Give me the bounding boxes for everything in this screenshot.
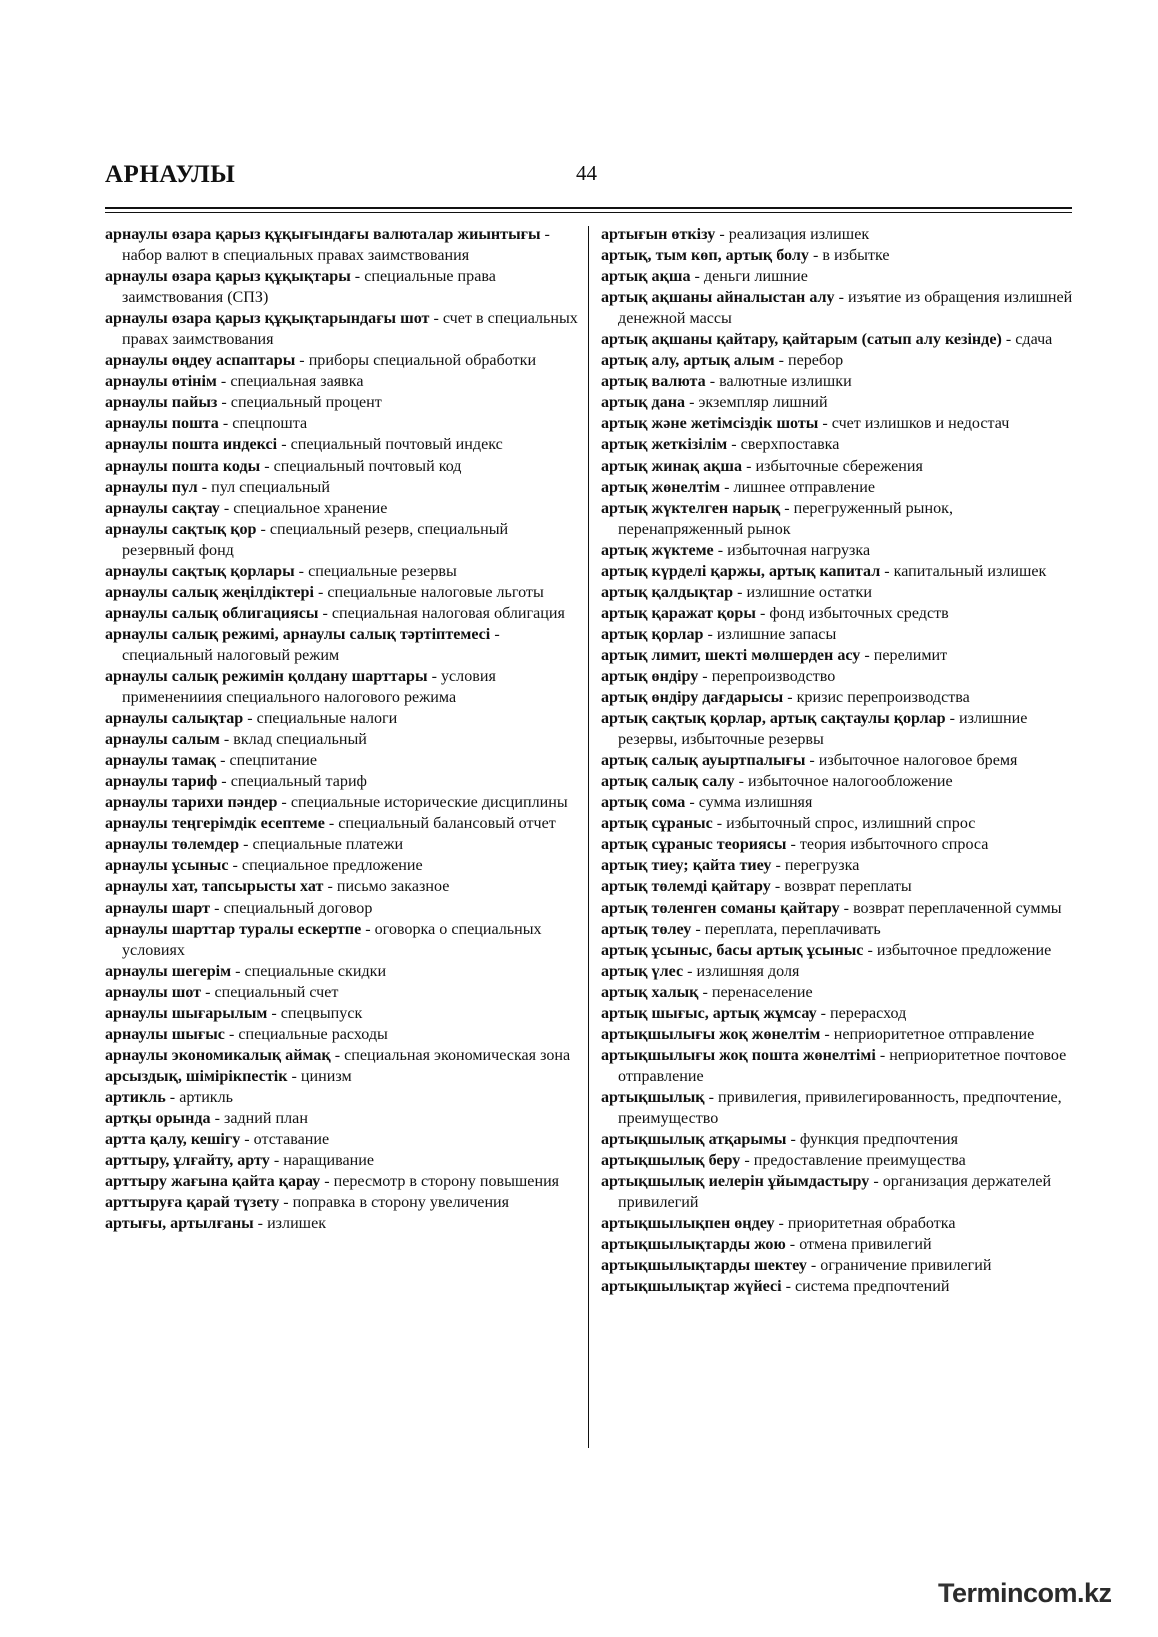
entry-term: артықшылықтар жүйесі — [601, 1278, 782, 1296]
entry-definition: отставание — [253, 1131, 330, 1149]
dictionary-entry: артық қалдықтар - излишние остатки — [601, 583, 872, 601]
dictionary-entry: артық және жетімсіздік шоты - счет излишков и недостач — [601, 415, 1010, 433]
entry-definition: организация держателей привилегий — [618, 1173, 1052, 1212]
dictionary-entry: арнаулы салық режимі, арнаулы салық тәртіптемесі - специальный налоговый режим — [105, 625, 500, 664]
dictionary-entry: арттыру жағына қайта қарау - пересмотр в сторону повышения — [105, 1173, 560, 1191]
entry-definition: цинизм — [300, 1067, 352, 1085]
entry-definition: пул специальный — [211, 478, 330, 496]
dictionary-entry: арнаулы өтінім - специальная заявка — [105, 373, 364, 391]
entry-definition: кризис перепроизводства — [796, 689, 970, 707]
entry-term: артықшылығы жоқ пошта жөнелтімі — [601, 1046, 876, 1064]
entry-term: арнаулы өзара қарыз құқықтары — [105, 268, 351, 286]
entry-term: арнаулы экономикалық аймақ — [105, 1046, 331, 1064]
entry-term: арнаулы салықтар — [105, 710, 244, 728]
dictionary-entry: артықшылығы жоқ жөнелтім - неприоритетное отправление — [601, 1025, 1035, 1043]
dictionary-entry: артық ақша - деньги лишние — [601, 268, 808, 286]
dictionary-entry: артық жүктелген нарық - перегруженный рынок, перенапряженный рынок — [601, 499, 953, 538]
entry-definition: привилегия, привилегированность, предпочтение, преимущество — [618, 1088, 1062, 1127]
entry-definition: возврат переплаты — [784, 878, 912, 896]
entry-definition: специальная заявка — [230, 373, 364, 391]
entry-term: артық, тым көп, артық болу — [601, 247, 809, 265]
dictionary-entry: арнаулы шығарылым - спецвыпуск — [105, 1004, 363, 1022]
entry-term: артық төленген соманы қайтару — [601, 899, 840, 917]
dictionary-entry: арнаулы пошта индексі - специальный почтовый индекс — [105, 436, 503, 454]
header-rule-thick — [105, 207, 1072, 209]
dictionary-entry: арнаулы хат, тапсырысты хат - письмо заказное — [105, 878, 450, 896]
dictionary-entry: арнаулы шот - специальный счет — [105, 983, 339, 1001]
entry-definition: приборы специальной обработки — [308, 352, 537, 370]
entry-term: арнаулы шот — [105, 983, 202, 1001]
entry-definition: письмо заказное — [336, 878, 450, 896]
entry-term: артық төлеу — [601, 920, 692, 938]
entry-term: артық қорлар — [601, 625, 704, 643]
entry-term: артықшылықтарды жою — [601, 1236, 786, 1254]
entry-definition: задний план — [223, 1109, 308, 1127]
entry-term: артық валюта — [601, 373, 706, 391]
dictionary-entry: арнаулы ұсыныс - специальное предложение — [105, 857, 423, 875]
entry-definition: перелимит — [873, 646, 948, 664]
dictionary-entry: арнаулы сақтық қор - специальный резерв, специальный резервный фонд — [105, 520, 509, 559]
entry-term: арнаулы өңдеу аспаптары — [105, 352, 296, 370]
dictionary-entry: арнаулы экономикалық аймақ - специальная экономическая зона — [105, 1046, 571, 1064]
entry-definition: спецвыпуск — [280, 1004, 363, 1022]
entry-term: арнаулы сақтық қорлары — [105, 562, 295, 580]
entry-term: арттыруға қарай түзету — [105, 1194, 280, 1212]
entry-definition: экземпляр лишний — [698, 394, 828, 412]
entry-definition: вклад специальный — [233, 731, 367, 749]
entry-definition: специальный налоговый режим — [122, 646, 340, 664]
dictionary-entry: арнаулы теңгерімдік есептеме - специальный балансовый отчет — [105, 815, 556, 833]
entry-definition: специальная налоговая облигация — [331, 604, 565, 622]
dictionary-entry: арнаулы пошта коды - специальный почтовый код — [105, 457, 462, 475]
dictionary-entry: артық төленген соманы қайтару - возврат переплаченной суммы — [601, 899, 1062, 917]
dictionary-entry: артта қалу, кешігу - отставание — [105, 1131, 330, 1149]
dictionary-entry: арнаулы өзара қарыз құқықтары - специальные права заимствования (СПЗ) — [105, 268, 496, 307]
entry-term: арнаулы салық режимін қолдану шарттары — [105, 667, 428, 685]
entry-definition: специальные резервы — [308, 562, 457, 580]
dictionary-entry: артық төлемді қайтару - возврат переплаты — [601, 878, 912, 896]
dictionary-entry: арнаулы шарт - специальный договор — [105, 899, 373, 917]
entry-definition: излишняя доля — [696, 962, 800, 980]
dictionary-entry: арнаулы салым - вклад специальный — [105, 731, 367, 749]
entry-definition: специальные права заимствования (СПЗ) — [122, 268, 496, 307]
entry-definition: неприоритетное почтовое отправление — [618, 1046, 1067, 1085]
entry-definition: ограничение привилегий — [820, 1257, 992, 1275]
entry-term: арнаулы төлемдер — [105, 836, 240, 854]
dictionary-entry: артық жинақ ақша - избыточные сбережения — [601, 457, 923, 475]
entry-definition: изъятие из обращения излишней денежной массы — [618, 289, 1073, 328]
entry-definition: специальное предложение — [241, 857, 423, 875]
entry-term: артикль — [105, 1088, 166, 1106]
entry-term: артта қалу, кешігу — [105, 1131, 241, 1149]
dictionary-entry: арсыздық, шімірікпестік - цинизм — [105, 1067, 352, 1085]
entry-definition: специальный почтовый код — [273, 457, 462, 475]
entry-term: артқы орында — [105, 1109, 211, 1127]
entry-definition: неприоритетное отправление — [833, 1025, 1035, 1043]
entry-term: артық ұсыныс, басы артық ұсыныс — [601, 941, 864, 959]
entry-term: арттыру, ұлғайту, арту — [105, 1152, 270, 1170]
entry-definition: сумма излишняя — [698, 794, 813, 812]
dictionary-entry: арнаулы шегерім - специальные скидки — [105, 962, 387, 980]
entry-definition: счет в специальных правах заимствования — [122, 310, 578, 349]
entry-definition: перепроизводство — [711, 667, 836, 685]
dictionary-entry: артық қаражат қоры - фонд избыточных средств — [601, 604, 949, 622]
entry-definition: избыточный спрос, излишний спрос — [726, 815, 976, 833]
entry-definition: специальные налоговые льготы — [327, 583, 544, 601]
entry-term: артық тиеу; қайта тиеу — [601, 857, 772, 875]
dictionary-entry: артықшылықтар жүйесі - система предпочтений — [601, 1278, 950, 1296]
entry-term: арнаулы салым — [105, 731, 220, 749]
dictionary-entry: артықшылық беру - предоставление преимущества — [601, 1152, 966, 1170]
entry-definition: приоритетная обработка — [787, 1215, 956, 1233]
dictionary-entry: арнаулы тамақ - спецпитание — [105, 752, 317, 770]
entry-definition: избыточные сбережения — [755, 457, 923, 475]
entry-term: арнаулы салық режимі, арнаулы салық тәртіптемесі — [105, 625, 491, 643]
entry-definition: специальный тариф — [230, 773, 367, 791]
dictionary-entry: артықшылықтарды жою - отмена привилегий — [601, 1236, 932, 1254]
dictionary-entry: арнаулы тарихи пәндер - специальные исторические дисциплины — [105, 794, 568, 812]
entry-definition: деньги лишние — [703, 268, 808, 286]
entry-definition: специальное хранение — [233, 499, 388, 517]
dictionary-entry: артық ұсыныс, басы артық ұсыныс - избыточное предложение — [601, 941, 1052, 959]
entry-term: артық ақша — [601, 268, 691, 286]
left-column — [105, 224, 583, 1234]
entry-definition: специальный резерв, специальный резервный фонд — [122, 520, 509, 559]
entry-term: артығын өткізу — [601, 226, 716, 243]
entry-definition: специальные расходы — [238, 1025, 388, 1043]
dictionary-entry: арнаулы салық режимін қолдану шарттары - условия примененииия специального налогового режима — [105, 667, 496, 707]
dictionary-entry: артық үлес - излишняя доля — [601, 962, 800, 980]
dictionary-entry: артқы орында - задний план — [105, 1109, 308, 1127]
entry-term: артық өндіру дағдарысы — [601, 689, 784, 707]
entry-term: артық лимит, шекті мөлшерден асу — [601, 646, 861, 664]
entry-term: арнаулы сақтық қор — [105, 520, 257, 538]
entry-term: артық жөнелтім — [601, 478, 721, 496]
dictionary-entry: артықшылықпен өңдеу - приоритетная обработка — [601, 1215, 956, 1233]
entry-term: артық өндіру — [601, 667, 699, 685]
entry-definition: перегрузка — [784, 857, 860, 875]
dictionary-entry: арттыруға қарай түзету - поправка в сторону увеличения — [105, 1194, 510, 1212]
entry-term: арнаулы өзара қарыз құқығындағы валюталар жиынтығы — [105, 226, 541, 243]
entry-term: артық жүктелген нарық — [601, 499, 781, 517]
entry-term: артық үлес — [601, 962, 684, 980]
entry-definition: специальный процент — [230, 394, 382, 412]
entry-definition: специальные скидки — [244, 962, 387, 980]
entry-term: арнаулы өзара қарыз құқықтарындағы шот — [105, 310, 430, 328]
entry-term: артық төлемді қайтару — [601, 878, 771, 896]
entry-definition: специальный счет — [214, 983, 339, 1001]
entry-definition: лишнее отправление — [733, 478, 876, 496]
entry-term: арттыру жағына қайта қарау — [105, 1173, 321, 1191]
entry-definition: избыточная нагрузка — [727, 541, 871, 559]
entry-definition: фонд избыточных средств — [769, 604, 949, 622]
entry-term: артық сұраныс — [601, 815, 713, 833]
entry-term: артықшылық атқарымы — [601, 1131, 787, 1149]
page-number: 44 — [576, 161, 597, 185]
entry-definition: артикль — [179, 1088, 234, 1106]
entry-definition: пересмотр в сторону повышения — [333, 1173, 560, 1191]
dictionary-entry: артық жөнелтім - лишнее отправление — [601, 478, 876, 496]
entry-term: арнаулы пайыз — [105, 394, 218, 412]
entry-term: арнаулы шарттар туралы ескертпе — [105, 920, 362, 938]
entry-definition: специальный договор — [223, 899, 373, 917]
dictionary-entry: артығын өткізу - реализация излишек — [601, 226, 870, 243]
entry-term: артық ақшаны айналыстан алу — [601, 289, 835, 307]
entry-term: артықшылық — [601, 1088, 705, 1106]
dictionary-entry: артық ақшаны қайтару, қайтарым (сатып алу кезінде) - сдача — [601, 331, 1053, 349]
dictionary-entry: артық салық ауыртпалығы - избыточное налоговое бремя — [601, 752, 1018, 770]
entry-definition: спецпитание — [229, 752, 317, 770]
dictionary-entry: артық халық - перенаселение — [601, 983, 813, 1001]
entry-definition: реализация излишек — [728, 226, 870, 243]
dictionary-entry: арнаулы шарттар туралы ескертпе - оговорка о специальных условиях — [105, 920, 542, 959]
entry-term: арнаулы пошта индексі — [105, 436, 278, 454]
entry-term: артықшылық беру — [601, 1152, 741, 1170]
entry-definition: излишние остатки — [746, 583, 872, 601]
entry-definition: избыточное предложение — [876, 941, 1052, 959]
entry-definition: излишек — [267, 1215, 327, 1233]
entry-term: артық қаражат қоры — [601, 604, 756, 622]
entry-definition: переплата, переплачивать — [704, 920, 881, 938]
entry-definition: функция предпочтения — [799, 1131, 958, 1149]
entry-definition: теория избыточного спроса — [799, 836, 989, 854]
logo-lead-letter: T — [938, 1578, 952, 1608]
dictionary-entry: арнаулы өзара қарыз құқықтарындағы шот - счет в специальных правах заимствования — [105, 310, 578, 349]
dictionary-entry: арнаулы төлемдер - специальные платежи — [105, 836, 404, 854]
header-rule-thin — [105, 212, 1072, 213]
dictionary-entry: арнаулы өңдеу аспаптары - приборы специальной обработки — [105, 352, 537, 370]
entry-term: арнаулы ұсыныс — [105, 857, 229, 875]
dictionary-entry: арнаулы пул - пул специальный — [105, 478, 330, 496]
entry-term: артық шығыс, артық жұмсау — [601, 1004, 817, 1022]
dictionary-entry: артығы, артылғаны - излишек — [105, 1215, 327, 1233]
dictionary-entry: артық алу, артық алым - перебор — [601, 352, 844, 370]
dictionary-entry: арнаулы салық облигациясы - специальная налоговая облигация — [105, 604, 565, 622]
dictionary-entry: артикль - артикль — [105, 1088, 234, 1106]
dictionary-entry: арнаулы салық жеңілдіктері - специальные налоговые льготы — [105, 583, 544, 601]
dictionary-entry: артық өндіру - перепроизводство — [601, 667, 836, 685]
entry-definition: наращивание — [283, 1152, 375, 1170]
dictionary-entry: артық салық салу - избыточное налогообложение — [601, 773, 953, 791]
terminkom-logo — [938, 1578, 1112, 1609]
entry-definition: специальные налоги — [256, 710, 398, 728]
entry-definition: валютные излишки — [719, 373, 852, 391]
entry-term: артық салық салу — [601, 773, 735, 791]
dictionary-entry: арнаулы пайыз - специальный процент — [105, 394, 382, 412]
dictionary-entry: арнаулы тариф - специальный тариф — [105, 773, 367, 791]
entry-definition: перегруженный рынок, перенапряженный рынок — [618, 499, 953, 538]
entry-term: арнаулы тарихи пәндер — [105, 794, 278, 812]
entry-term: артық ақшаны қайтару, қайтарым (сатып алу кезінде) — [601, 331, 1002, 349]
entry-definition: в избытке — [822, 247, 890, 265]
dictionary-entry: артық ақшаны айналыстан алу - изъятие из обращения излишней денежной массы — [601, 289, 1073, 328]
entry-definition: оговорка о специальных условиях — [122, 920, 542, 959]
entry-definition: сдача — [1015, 331, 1053, 349]
entry-term: арнаулы пошта — [105, 415, 219, 433]
entry-term: арнаулы салық облигациясы — [105, 604, 319, 622]
entry-definition: избыточное налоговое бремя — [818, 752, 1018, 770]
dictionary-entry: артық өндіру дағдарысы - кризис перепроизводства — [601, 689, 970, 707]
dictionary-entry: артықшылық - привилегия, привилегированность, предпочтение, преимущество — [601, 1088, 1062, 1127]
entry-term: артық сақтық қорлар, артық сақтаулы қорлар — [601, 710, 946, 728]
dictionary-entry: артық дана - экземпляр лишний — [601, 394, 828, 412]
entry-term: артық салық ауыртпалығы — [601, 752, 806, 770]
entry-definition: перебор — [787, 352, 844, 370]
entry-term: артық дана — [601, 394, 686, 412]
dictionary-entry: артық сома - сумма излишняя — [601, 794, 813, 812]
entry-definition: специальные исторические дисциплины — [290, 794, 568, 812]
entry-definition: специальный почтовый индекс — [290, 436, 503, 454]
entry-term: арнаулы шегерім — [105, 962, 232, 980]
dictionary-entry: артықшылық атқарымы - функция предпочтения — [601, 1131, 958, 1149]
entry-term: арнаулы сақтау — [105, 499, 220, 517]
entry-term: арнаулы шығыс — [105, 1025, 225, 1043]
entry-definition: счет излишков и недостач — [831, 415, 1010, 433]
entry-definition: условия примененииия специального налогового режима — [122, 667, 496, 707]
entry-definition: перерасход — [830, 1004, 907, 1022]
dictionary-entry: артық сақтық қорлар, артық сақтаулы қорлар - излишние резервы, избыточные резервы — [601, 710, 1028, 749]
entry-term: артық сома — [601, 794, 686, 812]
dictionary-entry: артық шығыс, артық жұмсау - перерасход — [601, 1004, 907, 1022]
entry-term: арсыздық, шімірікпестік — [105, 1067, 288, 1085]
entry-definition: специальный балансовый отчет — [338, 815, 556, 833]
entry-term: арнаулы хат, тапсырысты хат — [105, 878, 324, 896]
dictionary-entry: арнаулы сақтау - специальное хранение — [105, 499, 388, 517]
entry-term: артық күрделі қаржы, артық капитал — [601, 562, 881, 580]
entry-term: артық алу, артық алым — [601, 352, 775, 370]
dictionary-entry: арнаулы өзара қарыз құқығындағы валюталар жиынтығы - набор валют в специальных правах заимствования — [105, 226, 550, 265]
entry-definition: поправка в сторону увеличения — [292, 1194, 510, 1212]
dictionary-entry: арттыру, ұлғайту, арту - наращивание — [105, 1152, 375, 1170]
dictionary-entry: артықшылығы жоқ пошта жөнелтімі - неприоритетное почтовое отправление — [601, 1046, 1067, 1085]
entry-definition: сверхпоставка — [740, 436, 840, 454]
entry-term: артық және жетімсіздік шоты — [601, 415, 819, 433]
entry-term: артықшылығы жоқ жөнелтім — [601, 1025, 821, 1043]
entry-term: арнаулы шығарылым — [105, 1004, 268, 1022]
entry-definition: спецпошта — [232, 415, 308, 433]
entry-term: артық жеткізілім — [601, 436, 728, 454]
entry-term: арнаулы тамақ — [105, 752, 217, 770]
entry-definition: перенаселение — [711, 983, 813, 1001]
entry-definition: предоставление преимущества — [753, 1152, 966, 1170]
entry-definition: возврат переплаченной суммы — [853, 899, 1062, 917]
dictionary-entry: арнаулы пошта - спецпошта — [105, 415, 308, 433]
entry-term: артығы, артылғаны — [105, 1215, 254, 1233]
entry-term: арнаулы пошта коды — [105, 457, 261, 475]
dictionary-entry: артық валюта - валютные излишки — [601, 373, 852, 391]
page-header-word: АРНАУЛЫ — [105, 161, 236, 188]
dictionary-entry: артық тиеу; қайта тиеу - перегрузка — [601, 857, 860, 875]
dictionary-entry: артық төлеу - переплата, переплачивать — [601, 920, 881, 938]
entry-term: артық жинақ ақша — [601, 457, 743, 475]
entry-term: артық сұраныс теориясы — [601, 836, 787, 854]
dictionary-entry: артық лимит, шекті мөлшерден асу - перелимит — [601, 646, 948, 664]
dictionary-entry: артықшылықтарды шектеу - ограничение привилегий — [601, 1257, 992, 1275]
entry-term: артықшылық иелерін ұйымдастыру — [601, 1173, 870, 1191]
entry-term: арнаулы пул — [105, 478, 198, 496]
logo-text: ermincom.kz — [952, 1578, 1112, 1608]
right-column — [601, 224, 1081, 1297]
entry-definition: излишние резервы, избыточные резервы — [618, 710, 1028, 749]
column-divider — [588, 226, 589, 1448]
entry-definition: система предпочтений — [795, 1278, 950, 1296]
entry-term: артық халық — [601, 983, 699, 1001]
dictionary-entry: артық жүктеме - избыточная нагрузка — [601, 541, 871, 559]
dictionary-entry: арнаулы шығыс - специальные расходы — [105, 1025, 388, 1043]
entry-term: артықшылықтарды шектеу — [601, 1257, 807, 1275]
dictionary-entry: артық сұраныс теориясы - теория избыточного спроса — [601, 836, 989, 854]
dictionary-entry: арнаулы салықтар - специальные налоги — [105, 710, 398, 728]
entry-term: артық жүктеме — [601, 541, 714, 559]
entry-term: арнаулы салық жеңілдіктері — [105, 583, 314, 601]
dictionary-entry: артықшылық иелерін ұйымдастыру - организация держателей привилегий — [601, 1173, 1052, 1212]
dictionary-entry: артық жеткізілім - сверхпоставка — [601, 436, 840, 454]
entry-term: артық қалдықтар — [601, 583, 734, 601]
entry-definition: набор валют в специальных правах заимствования — [122, 247, 470, 265]
entry-definition: специальные платежи — [252, 836, 404, 854]
dictionary-entry: артық, тым көп, артық болу - в избытке — [601, 247, 890, 265]
entry-term: арнаулы теңгерімдік есептеме — [105, 815, 325, 833]
dictionary-entry: артық күрделі қаржы, артық капитал - капитальный излишек — [601, 562, 1047, 580]
entry-definition: излишние запасы — [716, 625, 837, 643]
entry-definition: избыточное налогообложение — [747, 773, 953, 791]
entry-term: артықшылықпен өңдеу — [601, 1215, 775, 1233]
entry-term: арнаулы өтінім — [105, 373, 217, 391]
entry-term: арнаулы шарт — [105, 899, 211, 917]
entry-definition: специальная экономическая зона — [344, 1046, 571, 1064]
entry-definition: отмена привилегий — [799, 1236, 932, 1254]
dictionary-entry: артық қорлар - излишние запасы — [601, 625, 837, 643]
entry-definition: капитальный излишек — [893, 562, 1047, 580]
entry-term: арнаулы тариф — [105, 773, 218, 791]
dictionary-entry: арнаулы сақтық қорлары - специальные резервы — [105, 562, 457, 580]
dictionary-entry: артық сұраныс - избыточный спрос, излишний спрос — [601, 815, 976, 833]
